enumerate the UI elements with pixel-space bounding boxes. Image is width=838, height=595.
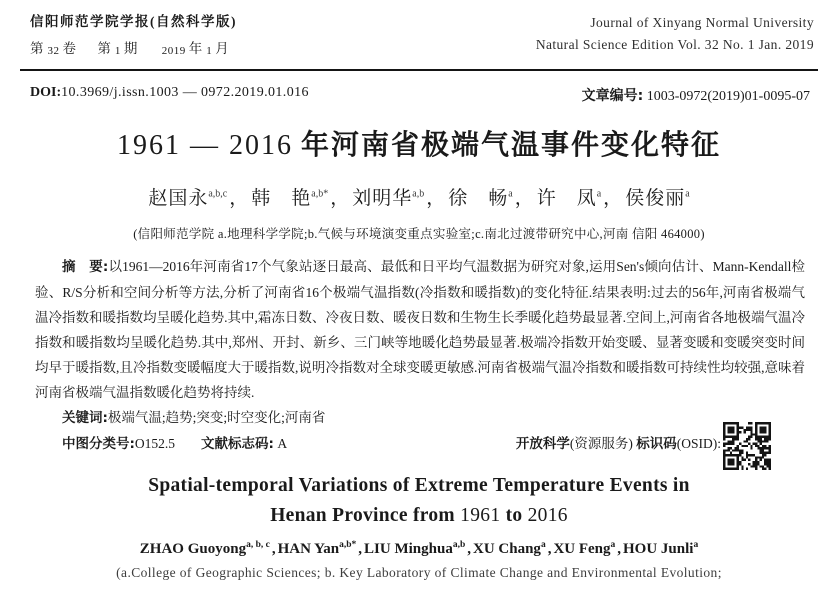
clc-value: O152.5: [134, 435, 176, 451]
author-affiliation-marker: a: [610, 539, 616, 550]
authors-en: [0, 540, 838, 558]
osid-label-1: 开放科学: [515, 435, 570, 452]
author-separator: ,: [467, 540, 471, 557]
author-name: XU Chang: [473, 540, 541, 557]
issue-prefix: 第: [97, 41, 112, 57]
author-separator: ,: [617, 540, 622, 557]
document-code-label: 文献标志码:: [201, 435, 274, 452]
author-separator: ，: [514, 187, 535, 209]
title-en-year2: 2016: [527, 504, 568, 526]
year-suffix: 年: [188, 41, 204, 57]
article-number-label: 文章编号:: [581, 87, 644, 104]
paper-title-en-line1: Spatial-temporal Variations of Extreme Temperature Events in: [148, 474, 690, 496]
title-en-year1: 1961: [460, 504, 501, 526]
year-number: 2019: [161, 45, 186, 58]
volume-group: [30, 41, 77, 56]
classification-line: [35, 431, 805, 457]
paper-title-en: [0, 471, 838, 531]
author-separator: ,: [271, 540, 276, 557]
author-name: 赵国永: [148, 187, 209, 209]
month-number: 1: [206, 45, 213, 58]
date-group: [159, 41, 230, 56]
article-number-line: [582, 85, 810, 105]
author-name: XU Feng: [553, 540, 611, 557]
author-affiliation-marker: a: [596, 188, 602, 200]
meta-row: [30, 85, 810, 105]
osid-label-4: (OSID):: [676, 435, 721, 451]
author-affiliation-marker: a,b*: [339, 539, 357, 550]
author-affiliation-marker: a,b: [452, 539, 466, 550]
author-affiliation-marker: a,b*: [311, 188, 329, 200]
journal-volume-line: [30, 39, 246, 60]
issue-suffix: 期: [123, 41, 139, 57]
author-separator: ，: [426, 187, 447, 209]
osid-label-2: (资源服务): [569, 435, 633, 451]
journal-name-zh: 信阳师范学院学报(自然科学版): [30, 14, 237, 29]
author-name: 韩 艳: [251, 187, 312, 209]
author-separator: ，: [229, 187, 250, 209]
author-affiliation-marker: a,b: [412, 188, 425, 200]
keywords-label: 关键词:: [62, 409, 108, 426]
author-affiliation-marker: a, b, c: [246, 539, 270, 550]
author-name: LIU Minghua: [364, 540, 453, 557]
author-name: 徐 畅: [448, 187, 509, 209]
title-text-zh: 年河南省极端气温事件变化特征: [300, 127, 721, 161]
clc-label: 中图分类号:: [62, 435, 135, 452]
clc-number: [62, 431, 175, 457]
author-name: ZHAO Guoyong: [139, 540, 247, 557]
abstract-block: [35, 254, 805, 457]
author-affiliation-marker: a: [540, 539, 546, 550]
volume-suffix: 卷: [62, 41, 77, 57]
author-separator: ,: [547, 540, 552, 557]
journal-edition-en: Natural Science Edition Vol. 32 No. 1 Jan. 2019: [535, 36, 814, 52]
doi-line: [30, 85, 309, 105]
title-years: 1961 — 2016: [116, 129, 293, 161]
issue-group: [97, 41, 138, 56]
title-en-line2-mid: to: [505, 504, 523, 526]
author-name: HAN Yan: [277, 540, 340, 557]
authors-zh: [0, 183, 838, 210]
paper-title-en-line2: [0, 501, 838, 531]
author-name: 侯俊丽: [625, 187, 686, 209]
document-code: [201, 431, 287, 457]
journal-header: [0, 0, 838, 60]
issue-number: 1: [114, 45, 121, 58]
document-code-value: A: [277, 435, 288, 451]
author-affiliation-marker: a: [693, 539, 699, 550]
abstract-paragraph: [35, 254, 805, 405]
osid-qr-code: [723, 422, 771, 470]
author-name: 许 凤: [536, 187, 597, 209]
author-separator: ,: [358, 540, 363, 557]
author-name: HOU Junli: [623, 540, 694, 557]
paper-title-zh: [0, 123, 838, 163]
author-separator: ，: [330, 187, 351, 209]
osid-label-3: 标识码: [636, 435, 677, 452]
doi-value: 10.3969/j.issn.1003 — 0972.2019.01.016: [61, 84, 309, 100]
month-suffix: 月: [215, 41, 230, 57]
journal-info-zh: [30, 12, 246, 60]
journal-info-en: [536, 12, 814, 60]
journal-name-en: Journal of Xinyang Normal University: [590, 15, 814, 30]
affiliation-zh: (信阳师范学院 a.地理科学学院;b.气候与环境演变重点实验室;c.南北过渡带研究中心,河南 信阳 464000): [133, 226, 705, 241]
osid-line: [516, 431, 721, 457]
author-affiliation-marker: a: [685, 188, 690, 200]
abstract-text: 以1961—2016年河南省17个气象站逐日最高、最低和日平均气温数据为研究对象,运用Sen's倾向估计、Mann-Kendall检验、R/S分析和空间分析等方法,分析了河南省16个极端气温指数(冷指数和暖指数)的变化特征.结果表明:过去的56年,河南省极端气温冷指数和暖指数均呈暖化趋势.其中,霜冻日数、冷夜日数、暖夜日数和生物生长季暖化趋势最显著.空间上,河南省各地极端气温冷指数和暖指数均呈暖化趋势.其中,郑州、开封、新乡、三门峡等地暖化趋势最显著.极端冷指数开始变暖、显著变暖和变暖突变时间均早于暖指数,且冷指数变暖幅度大于暖指数,说明冷指数对全球变暖更敏感.河南省极端气温冷指数和暖指数可持续性均较强,意味着河南省极端气温指数暖化趋势将持续.: [35, 258, 805, 400]
doi-label: DOI:: [30, 84, 62, 100]
affiliation-en: (a.College of Geographic Sciences; b. Key Laboratory of Climate Change and Environmental Evolution;: [116, 564, 722, 580]
title-en-line2-pre: Henan Province from: [270, 504, 455, 526]
author-affiliation-marker: a: [508, 188, 513, 200]
author-name: 刘明华: [352, 187, 413, 209]
abstract-label: 摘 要:: [62, 258, 109, 275]
volume-number: 32: [47, 45, 60, 58]
keywords-line: [35, 405, 805, 431]
header-divider: [20, 69, 818, 71]
author-affiliation-marker: a,b,c: [208, 188, 228, 200]
article-number-value: 1003-0972(2019)01-0095-07: [646, 88, 810, 104]
author-separator: ，: [603, 187, 624, 209]
volume-prefix: 第: [30, 41, 45, 57]
keywords-text: 极端气温;趋势;突变;时空变化;河南省: [107, 409, 326, 425]
